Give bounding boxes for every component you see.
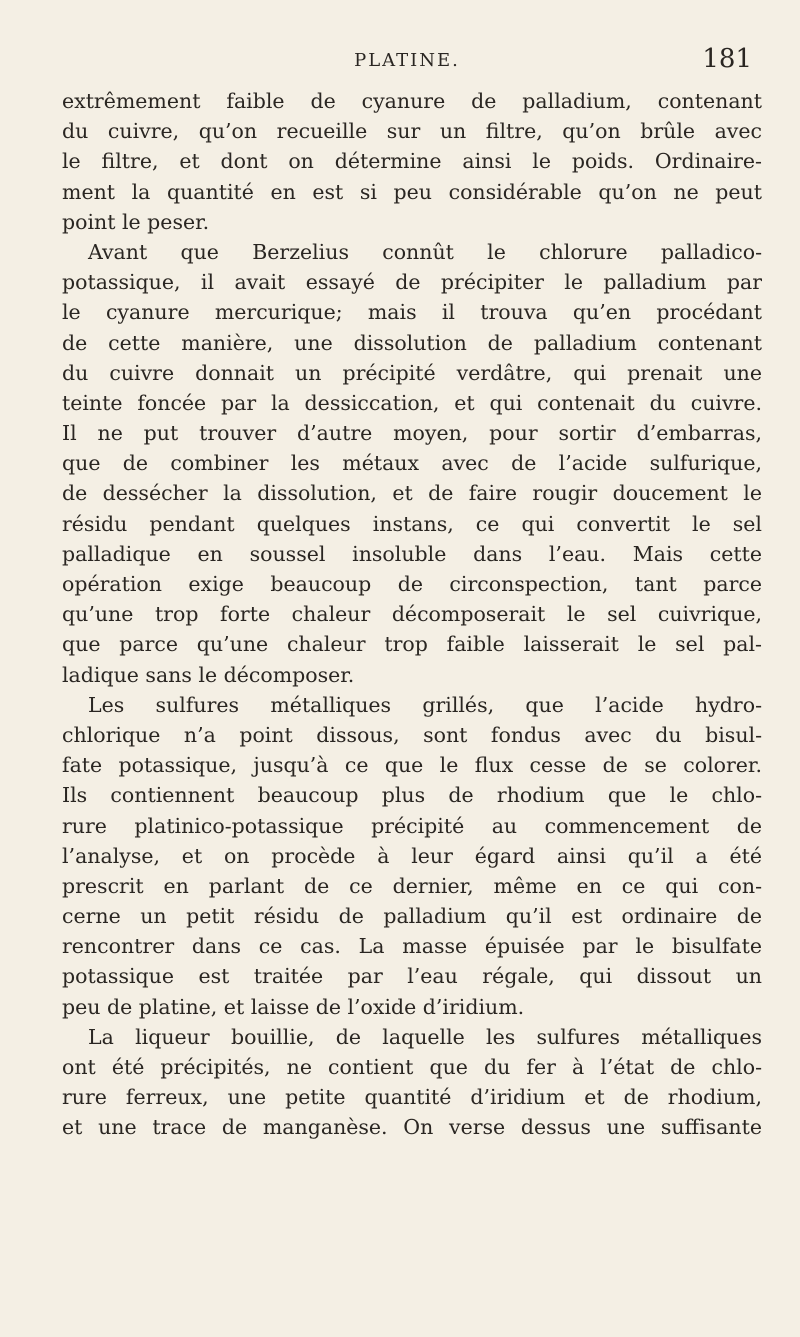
text-line: de dessécher la dissolution, et de faire rougir doucement le (62, 481, 762, 506)
text-line: Il ne put trouver d’autre moyen, pour sortir d’embarras, (62, 421, 762, 446)
body-text (62, 86, 762, 1143)
text-line: ment la quantité en est si peu considérable qu’on ne peut (62, 179, 762, 204)
text-line: du cuivre, qu’on recueille sur un filtre, qu’on brûle avec (62, 119, 762, 144)
text-line: qu’une trop forte chaleur décomposerait le sel cuivrique, (62, 602, 762, 627)
text-line: potassique, il avait essayé de précipiter le palladium par (62, 270, 762, 295)
text-line: prescrit en parlant de ce dernier, même en ce qui con- (62, 873, 762, 898)
text-line: extrêmement faible de cyanure de palladium, contenant (62, 89, 762, 113)
text-line: et une trace de manganèse. On verse dessus une suffisante (62, 1115, 762, 1140)
text-line: cerne un petit résidu de palladium qu’il est ordinaire de (62, 904, 762, 929)
text-line: potassique est traitée par l’eau régale, qui dissout un (62, 964, 762, 989)
running-head (62, 44, 752, 84)
text-line: rure platinico-potassique précipité au commencement de (62, 813, 762, 838)
text-line: rure ferreux, une petite quantité d’iridium et de rhodium, (62, 1085, 762, 1110)
text-line: de cette manière, une dissolution de palladium contenant (62, 330, 762, 355)
text-line: fate potassique, jusqu’à ce que le flux cesse de se colorer. (62, 753, 762, 778)
text-line: Les sulfures métalliques grillés, que l’acide hydro- (88, 692, 762, 717)
text-line: ladique sans le décomposer. (62, 662, 355, 687)
text-line: teinte foncée par la dessiccation, et qui contenait du cuivre. (62, 390, 762, 415)
text-line: chlorique n’a point dissous, sont fondus avec du bisul- (62, 722, 762, 747)
text-line: opération exige beaucoup de circonspection, tant parce (62, 572, 762, 596)
text-line: La liqueur bouillie, de laquelle les sulfures métalliques (88, 1024, 762, 1049)
text-line: l’analyse, et on procède à leur égard ainsi qu’il a été (62, 843, 762, 868)
text-line: Avant que Berzelius connût le chlorure palladico- (88, 239, 762, 264)
text-line: que de combiner les métaux avec de l’acide sulfurique, (62, 451, 762, 476)
text-line: le cyanure mercurique; mais il trouva qu’en procédant (62, 300, 762, 325)
text-line: rencontrer dans ce cas. La masse épuisée par le bisulfate (62, 934, 762, 959)
text-line: palladique en soussel insoluble dans l’eau. Mais cette (62, 541, 762, 566)
text-line: Ils contiennent beaucoup plus de rhodium que le chlo- (62, 783, 762, 808)
text-line: peu de platine, et laisse de l’oxide d’iridium. (62, 994, 525, 1019)
text-line: du cuivre donnait un précipité verdâtre, qui prenait une (62, 360, 762, 385)
text-line: que parce qu’une chaleur trop faible laisserait le sel pal- (62, 632, 762, 657)
running-title: PLATINE. (354, 50, 460, 71)
text-line: point le peser. (62, 209, 210, 234)
text-line: ont été précipités, ne contient que du fer à l’état de chlo- (62, 1055, 762, 1079)
text-line: le filtre, et dont on détermine ainsi le poids. Ordinaire- (62, 149, 762, 174)
page-number: 181 (702, 44, 752, 74)
text-line: résidu pendant quelques instans, ce qui convertit le sel (62, 511, 762, 536)
